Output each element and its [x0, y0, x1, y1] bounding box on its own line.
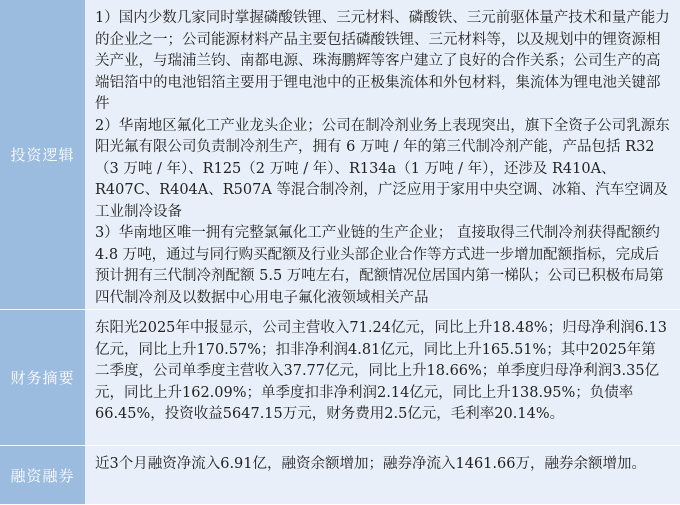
- margin-trading-text: 近3个月融资净流入6.91亿，融资余额增加；融券净流入1461.66万，融券余额增加。: [95, 456, 646, 472]
- row-label-investment-logic: 投资逻辑: [0, 0, 85, 310]
- investment-logic-point-2: 2）华南地区氟化工产业龙头企业；公司在制冷剂业务上表现突出，旗下全资子公司乳源东阳光氟有限公司负责制冷剂生产，拥有 6 万吨 / 年的第三代制冷剂产能，产品包括 R32（3 万吨 / 年）、R125（2 万吨 / 年）、R134a（1 万吨 / 年），还涉及 R410A、R407C、R404A、R507A 等混合制冷剂，广泛应用于家用中央空调、冰箱、汽车空调及工业制冷设备: [95, 117, 670, 220]
- margin-trading-content: [85, 446, 680, 505]
- investment-logic-point-1: 1）国内少数几家同时掌握磷酸铁锂、三元材料、磷酸铁、三元前驱体量产技术和量产能力的企业之一；公司能源材料产品主要包括磷酸铁锂、三元材料等，以及规划中的锂资源相关产业，与瑞浦兰钧、南都电源、珠海鹏辉等客户建立了良好的合作关系；公司生产的高端铝箔中的电池铝箔主要用于锂电池中的正极集流体和外包材料，集流体为锂电池关键部件: [95, 10, 670, 112]
- investment-logic-point-3: 3）华南地区唯一拥有完整氯氟化工产业链的生产企业； 直接取得三代制冷剂获得配额约 4.8 万吨，通过与同行购买配额及行业头部企业合作等方式进一步增加配额指标，完成后预计拥有三代制冷剂配额 5.5 万吨左右，配额情况位居国内第一梯队；公司已积极布局第四代制冷剂及以数据中心用电子氟化液领域相关产品: [95, 225, 664, 306]
- investment-logic-content: [85, 0, 680, 310]
- financial-summary-text: 东阳光2025年中报显示，公司主营收入71.24亿元，同比上升18.48%；归母净利润6.13亿元，同比上升170.57%；扣非净利润4.81亿元，同比上升165.51%；其中2025年第二季度，公司单季度主营收入37.77亿元，同比上升18.66%；单季度归母净利润3.35亿元，同比上升162.09%；单季度扣非净利润2.14亿元，同比上升138.95%；负债率66.45%，投资收益5647.15万元，财务费用2.5亿元，毛利率20.14%。: [95, 320, 667, 422]
- row-label-financial-summary: 财务摘要: [0, 310, 85, 446]
- financial-summary-content: [85, 310, 680, 446]
- row-label-margin-trading: 融资融券: [0, 446, 85, 505]
